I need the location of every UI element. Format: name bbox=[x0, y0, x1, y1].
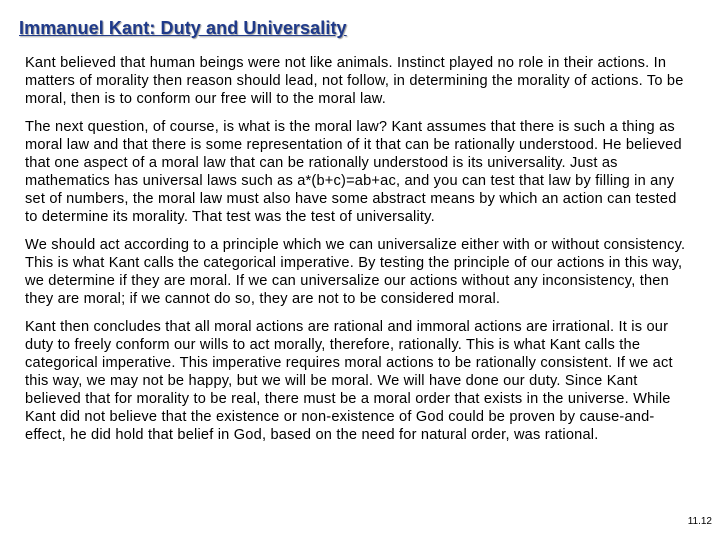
paragraph-universalize: We should act according to a principle which we can universalize either with or without consistency. This is what Kant calls the categorical imperative. By testing the principle of our actions in this way, we determine if they are moral. If we can universalize our actions without any inconsistency, then they are moral; if we cannot do so, they are not to be considered moral. bbox=[25, 237, 686, 307]
paragraph-moral-law: The next question, of course, is what is the moral law? Kant assumes that there is such a thing as moral law and that there is some representation of it that can be rationally understood. He believed that one aspect of a moral law that can be rationally understood is its universality. Just as mathematics has universal laws such as a*(b+c)=ab+ac, and you can test that law by filling in any set of numbers, the moral law must also have some abstract means by which an action can tested to determine its morality. That test was the test of universality. bbox=[25, 119, 682, 225]
slide-number: 11.12 bbox=[687, 516, 712, 527]
paragraph-intro: Kant believed that human beings were not like animals. Instinct played no role in their actions. In matters of morality then reason should lead, not follow, in determining the morality of actions. To be moral, then is to conform our free will to the moral law. bbox=[25, 55, 684, 107]
slide-body bbox=[25, 54, 693, 454]
paragraph-conclusion: Kant then concludes that all moral actions are rational and immoral actions are irrational. It is our duty to freely conform our wills to act morally, therefore, rationally. This is what Kant calls the categorical imperative. This imperative requires moral actions to be rationally consistent. If we act this way, we may not be happy, but we will be moral. We will have done our duty. Since Kant believed that for morality to be real, there must be a moral order that exists in the universe. While Kant did not believe that the existence or non-existence of God could be proven by cause-and-effect, he did hold that belief in God, based on the need for natural order, was rational. bbox=[25, 319, 673, 443]
slide-title: Immanuel Kant: Duty and Universality bbox=[19, 18, 347, 38]
